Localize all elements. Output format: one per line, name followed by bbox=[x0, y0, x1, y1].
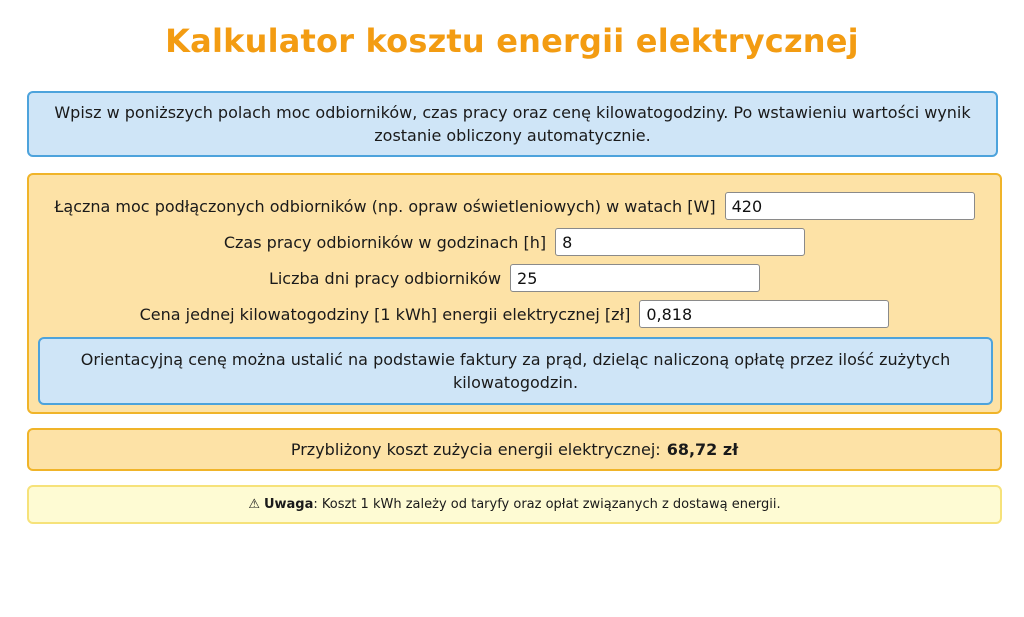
intro-info-box: Wpisz w poniższych polach moc odbiorników, czas pracy oraz cenę kilowatogodziny. Po wstawieniu wartości wynik zostanie obliczony automatycznie. bbox=[27, 91, 998, 157]
price-label: Cena jednej kilowatogodziny [1 kWh] energii elektrycznej [zł] bbox=[139, 304, 631, 324]
result-label: Przybliżony koszt zużycia energii elektrycznej: bbox=[290, 440, 661, 459]
warning-icon: ⚠ bbox=[248, 497, 260, 512]
hours-input[interactable] bbox=[555, 228, 805, 256]
days-input[interactable] bbox=[510, 264, 760, 292]
power-input[interactable] bbox=[725, 192, 975, 220]
calculator-form bbox=[27, 173, 1002, 414]
power-label: Łączna moc podłączonych odbiorników (np. opraw oświetleniowych) w watach [W] bbox=[54, 196, 716, 216]
days-row bbox=[29, 264, 1000, 292]
warning-box bbox=[27, 485, 1002, 524]
price-row bbox=[29, 300, 1000, 328]
price-hint-box: Orientacyjną cenę można ustalić na podstawie faktury za prąd, dzieląc naliczoną opłatę przez ilość zużytych kilowatogodzin. bbox=[38, 337, 993, 405]
warning-text: : Koszt 1 kWh zależy od taryfy oraz opłat związanych z dostawą energii. bbox=[313, 497, 781, 512]
price-input[interactable] bbox=[639, 300, 889, 328]
warning-label: Uwaga bbox=[263, 497, 314, 512]
result-value: 68,72 zł bbox=[666, 440, 739, 459]
result-box bbox=[27, 428, 1002, 471]
hours-label: Czas pracy odbiorników w godzinach [h] bbox=[223, 232, 547, 252]
hours-row bbox=[29, 228, 1000, 256]
page-title: Kalkulator kosztu energii elektrycznej bbox=[165, 22, 859, 60]
days-label: Liczba dni pracy odbiorników bbox=[268, 268, 502, 288]
power-row bbox=[29, 192, 1000, 220]
